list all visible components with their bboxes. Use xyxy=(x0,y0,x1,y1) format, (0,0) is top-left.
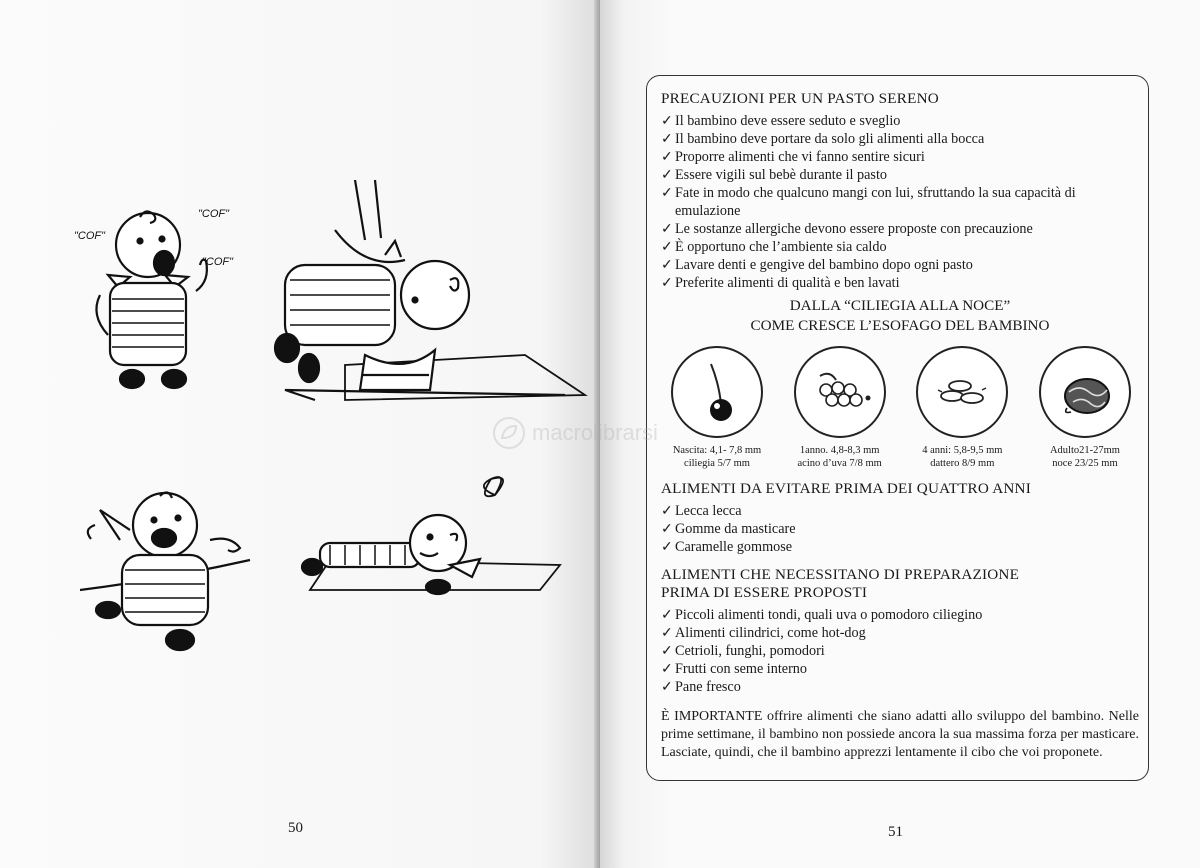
list-item: ✓ Cetrioli, funghi, pomodori xyxy=(661,643,825,659)
list-item: ✓ Fate in modo che qualcuno mangi con lui, sfruttando la sua capacità di emulazione xyxy=(661,185,1076,219)
list-item: ✓ Piccoli alimenti tondi, quali uva o pomodoro ciliegino xyxy=(661,607,983,623)
esophagus-title xyxy=(661,296,1139,336)
walnut-icon xyxy=(1037,344,1133,440)
cherry-icon xyxy=(669,344,765,440)
check-icon: ✓ xyxy=(661,149,673,165)
baby-coughing-drawing xyxy=(70,195,240,395)
list-item: ✓ Le sostanze allergiche devono essere proposte con precauzione xyxy=(661,221,1033,237)
list-item: ✓ Il bambino deve portare da solo gli alimenti alla bocca xyxy=(661,131,985,147)
esophagus-stages xyxy=(667,344,1135,470)
grapes-icon xyxy=(792,344,888,440)
stage-adult xyxy=(1035,344,1135,470)
page-number-right: 51 xyxy=(888,824,903,840)
check-icon: ✓ xyxy=(661,167,673,183)
check-icon: ✓ xyxy=(661,521,673,537)
check-icon: ✓ xyxy=(661,257,673,273)
list-item: ✓ Lecca lecca xyxy=(661,503,742,519)
dizzy-spiral xyxy=(484,477,503,496)
check-icon: ✓ xyxy=(661,643,673,659)
dates-icon xyxy=(914,344,1010,440)
avoid-list xyxy=(661,502,1139,556)
baby-upside-down-drawing xyxy=(265,180,595,405)
watermark-text: macrolibrarsi xyxy=(532,420,658,445)
prepare-title: ALIMENTI CHE NECESSITANO DI PREPARAZIONE PRIMA DI ESSERE PROPOSTI xyxy=(661,566,1020,601)
list-item: ✓ Proporre alimenti che vi fanno sentire sicuri xyxy=(661,149,925,165)
stage-birth xyxy=(667,344,767,470)
list-item: ✓ Preferite alimenti di qualità e ben lavati xyxy=(661,275,900,291)
check-icon: ✓ xyxy=(661,503,673,519)
sound-label-1: "COF" xyxy=(74,230,106,242)
illustration-baby-lying xyxy=(290,465,565,605)
info-box xyxy=(646,75,1149,781)
stage-caption: Adulto21-27mm noce 23/25 mm xyxy=(1049,445,1120,469)
list-item: ✓ Il bambino deve essere seduto e sveglio xyxy=(661,113,901,129)
prepare-list xyxy=(661,606,1139,696)
baby-falling-drawing xyxy=(80,480,255,655)
list-item: ✓ Caramelle gommose xyxy=(661,539,793,555)
check-icon: ✓ xyxy=(661,607,673,623)
stage-one-year xyxy=(790,344,890,470)
check-icon: ✓ xyxy=(661,679,673,695)
sound-label-3: "COF" xyxy=(202,256,234,268)
check-icon: ✓ xyxy=(661,539,673,555)
list-item: ✓ Frutti con seme interno xyxy=(661,661,807,677)
check-icon: ✓ xyxy=(661,275,673,291)
page-number-left: 50 xyxy=(288,820,303,836)
stage-caption: 4 anni: 5,8-9,5 mm dattero 8/9 mm xyxy=(922,445,1003,469)
check-icon: ✓ xyxy=(661,221,673,237)
check-icon: ✓ xyxy=(661,131,673,147)
sound-label-2: "COF" xyxy=(198,208,230,220)
stage-four-years xyxy=(912,344,1012,470)
list-item: ✓ Alimenti cilindrici, come hot-dog xyxy=(661,625,866,641)
illustration-baby-falling xyxy=(80,480,255,655)
important-text: offrire alimenti che siano adatti allo sviluppo del bambino. Nelle prime settimane, il bambino non possiede ancora la sua massima forza per masticare. Lasciate, quindi, che il bambino apprezzi lentamente il cibo che voi proponete. xyxy=(661,709,1140,760)
list-item: ✓ È opportuno che l’ambiente sia caldo xyxy=(661,239,887,255)
list-item: ✓ Essere vigili sul bebè durante il pasto xyxy=(661,167,887,183)
esophagus-title-line1: DALLA “CILIEGIA ALLA NOCE” xyxy=(789,297,1011,314)
watermark xyxy=(492,416,658,450)
list-item: ✓ Gomme da masticare xyxy=(661,521,796,537)
important-lead: È IMPORTANTE xyxy=(661,709,763,724)
stage-caption: Nascita: 4,1- 7,8 mm ciliegia 5/7 mm xyxy=(672,445,762,469)
list-item: ✓ Lavare denti e gengive del bambino dopo ogni pasto xyxy=(661,257,973,273)
illustration-baby-upside-down xyxy=(265,180,595,405)
check-icon: ✓ xyxy=(661,625,673,641)
watermark-leaf-icon xyxy=(492,416,526,450)
check-icon: ✓ xyxy=(661,185,673,201)
check-icon: ✓ xyxy=(661,661,673,677)
precautions-title: PRECAUZIONI PER UN PASTO SERENO xyxy=(661,90,939,107)
baby-lying-drawing xyxy=(290,465,565,605)
check-icon: ✓ xyxy=(661,113,673,129)
illustration-baby-coughing xyxy=(70,195,240,395)
important-paragraph xyxy=(661,708,1139,762)
esophagus-title-line2: COME CRESCE L’ESOFAGO DEL BAMBINO xyxy=(750,317,1050,334)
stage-caption: 1anno. 4,8-8,3 mm acino d’uva 7/8 mm xyxy=(797,445,882,469)
precautions-list xyxy=(661,112,1139,292)
list-item: ✓ Pane fresco xyxy=(661,679,741,695)
avoid-title: ALIMENTI DA EVITARE PRIMA DEI QUATTRO ANNI xyxy=(661,480,1031,497)
check-icon: ✓ xyxy=(661,239,673,255)
